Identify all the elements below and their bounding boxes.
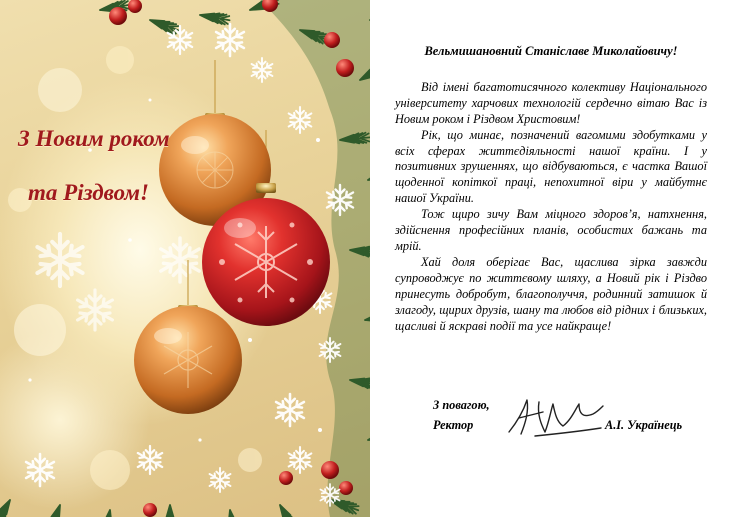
letter-paragraph: Тож щиро зичу Вам міцного здоров’я, натхнення, здійснення професійних планів, особистих бажань та мрій. [395,207,707,253]
gold-ornament-bottom [134,305,242,414]
greeting-line-1: З Новим роком [18,126,170,151]
signer-name: А.І. Українець [605,418,683,432]
letter-salutation: Вельмишановний Станіславе Миколайовичу! [424,44,678,58]
signer-title: Ректор [433,418,474,432]
greeting-title [18,112,198,220]
signature-block [395,396,707,446]
sign-off: З повагою, [433,398,490,412]
letter-body [395,44,707,334]
greeting-line-2: та Різдвом! [28,180,149,205]
handwritten-signature [505,392,605,440]
letter-paragraph: Рік, що минає, позначений вагомими здобутками у всіх сферах життєдіяльності нашої країни. І у позитивних зрушеннях, що відбуваються, є частка Вашої щоденної копіткої праці, непохитної віри у майбутнє нашої України. [395,127,707,206]
letter-paragraph: Хай доля оберігає Вас, щаслива зірка завжди супроводжує по життєвому шляху, а Новий рік і Різдво принесуть добробут, благополуччя, родинний затишок й злагоду, щирих друзів, шану та любов від рідних і близьких, щасливі й яскраві події та усе найкраще! [395,254,707,333]
letter-paragraph: Від імені багатотисячного колективу Національного університету харчових технологій сердечно вітаю Вас із Новим роком і Різдвом Христовим! [395,79,707,126]
